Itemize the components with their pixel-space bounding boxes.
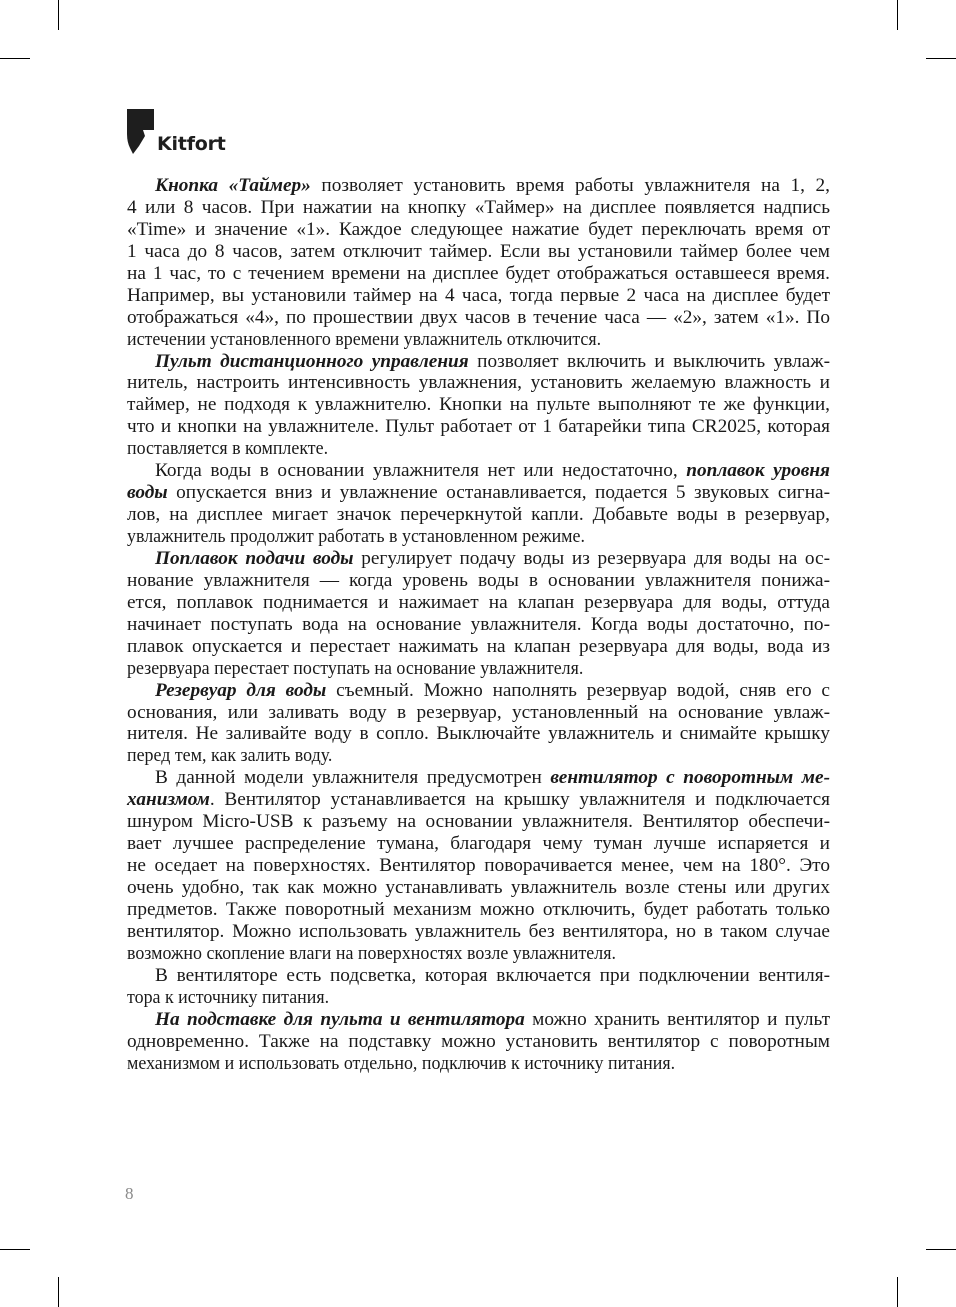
text-line [127,921,830,943]
crop-mark-bottom-left-horizontal [0,1249,30,1250]
text-line [127,789,830,811]
text-run: нование увлажнителя — когда уровень воды в основании увлажнителя понижа- [127,569,830,591]
text-line [127,351,830,373]
line-content [127,438,328,460]
text-run: В данной модели увлажнителя предусмотрен [155,767,551,789]
document-body [127,175,830,1074]
paragraph-rotating-fan [127,767,830,964]
line-content [127,504,830,526]
text-run: не оседает на поверхностях. Вентилятор поворачивается менее, чем на 180°. Это [127,855,830,877]
text-run: очень удобно, так как можно устанавливать увлажнитель возле стены или других [127,877,830,898]
text-run: Например, вы установили таймер на 4 часа, тогда первые 2 часа на дисплее будет [127,284,830,306]
text-run: перед тем, как залить воду. [127,745,333,767]
text-line [127,438,830,460]
line-content [155,767,830,789]
text-line [127,636,830,658]
line-content [155,680,830,702]
text-run: механизмом и использовать отдельно, подключив к источнику питания. [127,1052,676,1074]
line-content [127,263,830,285]
bold-term: Резервуар для воды [155,679,327,701]
text-run: 1 часа до 8 часов, затем отключит таймер. Если вы установили таймер более чем [127,240,830,262]
crop-mark-top-left-vertical [58,0,59,30]
text-line [127,965,830,987]
text-run: основания, или заливать воду в резервуар, установленный на основание увлаж- [127,701,830,723]
text-run: возможно скопление влаги на поверхностях возле увлажнителя. [127,942,616,964]
line-content [127,197,830,219]
line-content [127,702,830,724]
text-run: позволяет установить время работы увлажнителя на 1, 2, [310,175,830,196]
crop-mark-top-right-vertical [897,0,898,30]
crop-mark-bottom-right-vertical [897,1277,898,1307]
line-content [127,592,830,614]
text-run: одновременно. Также на подставку можно установить вентилятор с поворотным [127,1030,830,1052]
text-run: резервуара перестает поступать на основание увлажнителя. [127,657,584,679]
text-line [127,987,830,1009]
text-run: что и кнопки на увлажнителе. Пульт работает от 1 батарейки типа CR2025, которая [127,416,830,438]
line-content [127,329,601,351]
text-line [127,614,830,636]
text-run: тора к источнику питания. [127,986,330,1008]
bold-term: Пульт дистанционного управления [155,350,469,372]
text-run: вентилятор. Можно использовать увлажнитель без вентилятора, но в таком случае [127,920,830,942]
text-run: можно хранить вентилятор и пульт [524,1008,830,1030]
text-line [127,482,830,504]
text-run: нитель, настроить интенсивность увлажнения, установить желаемую влажность и [127,372,830,394]
text-line [127,899,830,921]
paragraph-water-tank [127,680,830,768]
text-run: ется, поплавок поднимается и нажимает на клапан резервуара для воды, оттуда [127,591,830,613]
text-line [127,307,830,329]
kitfort-shield-icon [126,108,156,156]
line-content [127,833,830,855]
line-content [155,175,830,197]
bold-term: ханизмом [127,789,210,811]
text-run: истечении установленного времени увлажнитель отключится. [127,328,602,350]
text-run: опускается вниз и увлажнение останавливается, подается 5 звуковых сигна- [167,482,830,504]
crop-mark-top-right-horizontal [926,58,956,59]
text-line [127,1009,830,1031]
text-line [127,526,830,548]
line-content [127,285,830,307]
text-line [127,197,830,219]
line-content [155,1009,830,1031]
line-content [127,899,830,921]
paragraph-stand [127,1009,830,1075]
line-content [127,658,583,680]
text-line [127,680,830,702]
text-line [127,877,830,899]
text-run: шнуром Micro-USB к разъему на основании увлажнителя. Вентилятор обеспечи- [127,811,830,833]
text-run: съемный. Можно наполнять резервуар водой, сняв его с [326,679,830,701]
text-line [127,702,830,724]
crop-mark-bottom-left-vertical [58,1277,59,1307]
text-run: предметов. Также поворотный механизм можно отключить, будет работать только [127,898,830,920]
text-line [127,263,830,285]
paragraph-water-level-float [127,460,830,548]
text-line [127,504,830,526]
line-content [127,526,585,548]
text-run: В вентиляторе есть подсветка, которая включается при подключении вентиля- [155,964,830,986]
text-line [127,592,830,614]
text-line [127,285,830,307]
line-content [127,1053,675,1075]
line-content [127,855,830,877]
text-run: начинает поступать вода на основание увлажнителя. Когда воды достаточно, по- [127,613,830,635]
line-content [127,811,830,833]
line-content [127,416,830,438]
paragraph-fan-backlight [127,965,830,1009]
brand-logo [126,108,226,158]
text-run: нителя. Не заливайте воду в сопло. Выключайте увлажнитель и снимайте крышку [127,723,830,745]
text-line [127,329,830,351]
text-run: лов, на дисплее мигает значок перечеркнутой капли. Добавьте воды в резервуар, [127,504,830,526]
text-line [127,548,830,570]
page-number: 8 [125,1184,134,1203]
line-content [155,548,830,570]
text-run: позволяет включить и выключить увлаж- [468,350,830,372]
bold-term: вентилятор с поворотным ме- [550,767,830,789]
line-content [127,921,830,943]
line-content [155,460,830,482]
text-line [127,219,830,241]
text-run: увлажнитель продолжит работать в установленном режиме. [127,526,585,547]
text-run: отображаться «4», по прошествии двух часов в течение часа — «2», затем «1». По [127,306,830,328]
text-run: вает лучшее распределение тумана, благодаря чему туман лучше испаряется и [127,833,830,855]
line-content [127,372,830,394]
bold-term: Кнопка «Таймер» [155,175,311,196]
bold-term: поплавок уровня [686,460,830,482]
line-content [127,789,830,811]
line-content [127,1031,830,1053]
text-line [127,394,830,416]
text-run: Когда воды в основании увлажнителя нет или недостаточно, [155,460,687,482]
paragraph-timer-button [127,175,830,351]
brand-name: Kitfort [157,133,226,155]
text-line [127,723,830,745]
line-content [127,877,830,899]
line-content [127,636,830,658]
bold-term: Поплавок подачи воды [155,547,354,569]
line-content [127,241,830,263]
paragraph-remote-control [127,351,830,461]
line-content [127,943,616,965]
text-run: 4 или 8 часов. При нажатии на кнопку «Таймер» на дисплее появляется надпись [127,196,830,218]
text-line [127,241,830,263]
line-content [127,570,830,592]
line-content [127,219,830,241]
line-content [127,987,329,1009]
text-line [127,943,830,965]
text-run: таймер, не подходя к увлажнителю. Кнопки на пульте выполняют те же функции, [127,394,830,416]
text-line [127,767,830,789]
text-line [127,1031,830,1053]
text-run: на 1 час, то с течением времени на дисплее будет отображаться оставшееся время. [127,262,830,284]
text-line [127,855,830,877]
text-line [127,833,830,855]
text-line [127,1053,830,1075]
line-content [127,394,830,416]
line-content [127,614,830,636]
text-line [127,745,830,767]
line-content [127,307,830,329]
crop-mark-top-left-horizontal [0,58,30,59]
line-content [155,351,830,373]
text-line [127,811,830,833]
line-content [127,745,332,767]
text-line [127,175,830,197]
bold-term: На подставке для пульта и вентилятора [155,1008,525,1030]
line-content [155,965,830,987]
line-content [127,482,830,504]
text-run: поставляется в комплекте. [127,438,329,460]
text-line [127,570,830,592]
text-line [127,372,830,394]
text-run: плавок опускается и перестает нажимать на клапан резервуара для воды, вода из [127,635,830,657]
crop-mark-bottom-right-horizontal [926,1249,956,1250]
text-run: регулирует подачу воды из резервуара для воды на ос- [353,547,830,569]
text-run: «Time» и значение «1». Каждое следующее нажатие будет переключать время от [127,218,830,240]
text-line [127,416,830,438]
paragraph-water-feed-float [127,548,830,680]
text-line [127,460,830,482]
bold-term: воды [127,482,168,504]
text-line [127,658,830,680]
text-run: . Вентилятор устанавливается на крышку увлажнителя и подключается [209,789,830,811]
line-content [127,723,830,745]
